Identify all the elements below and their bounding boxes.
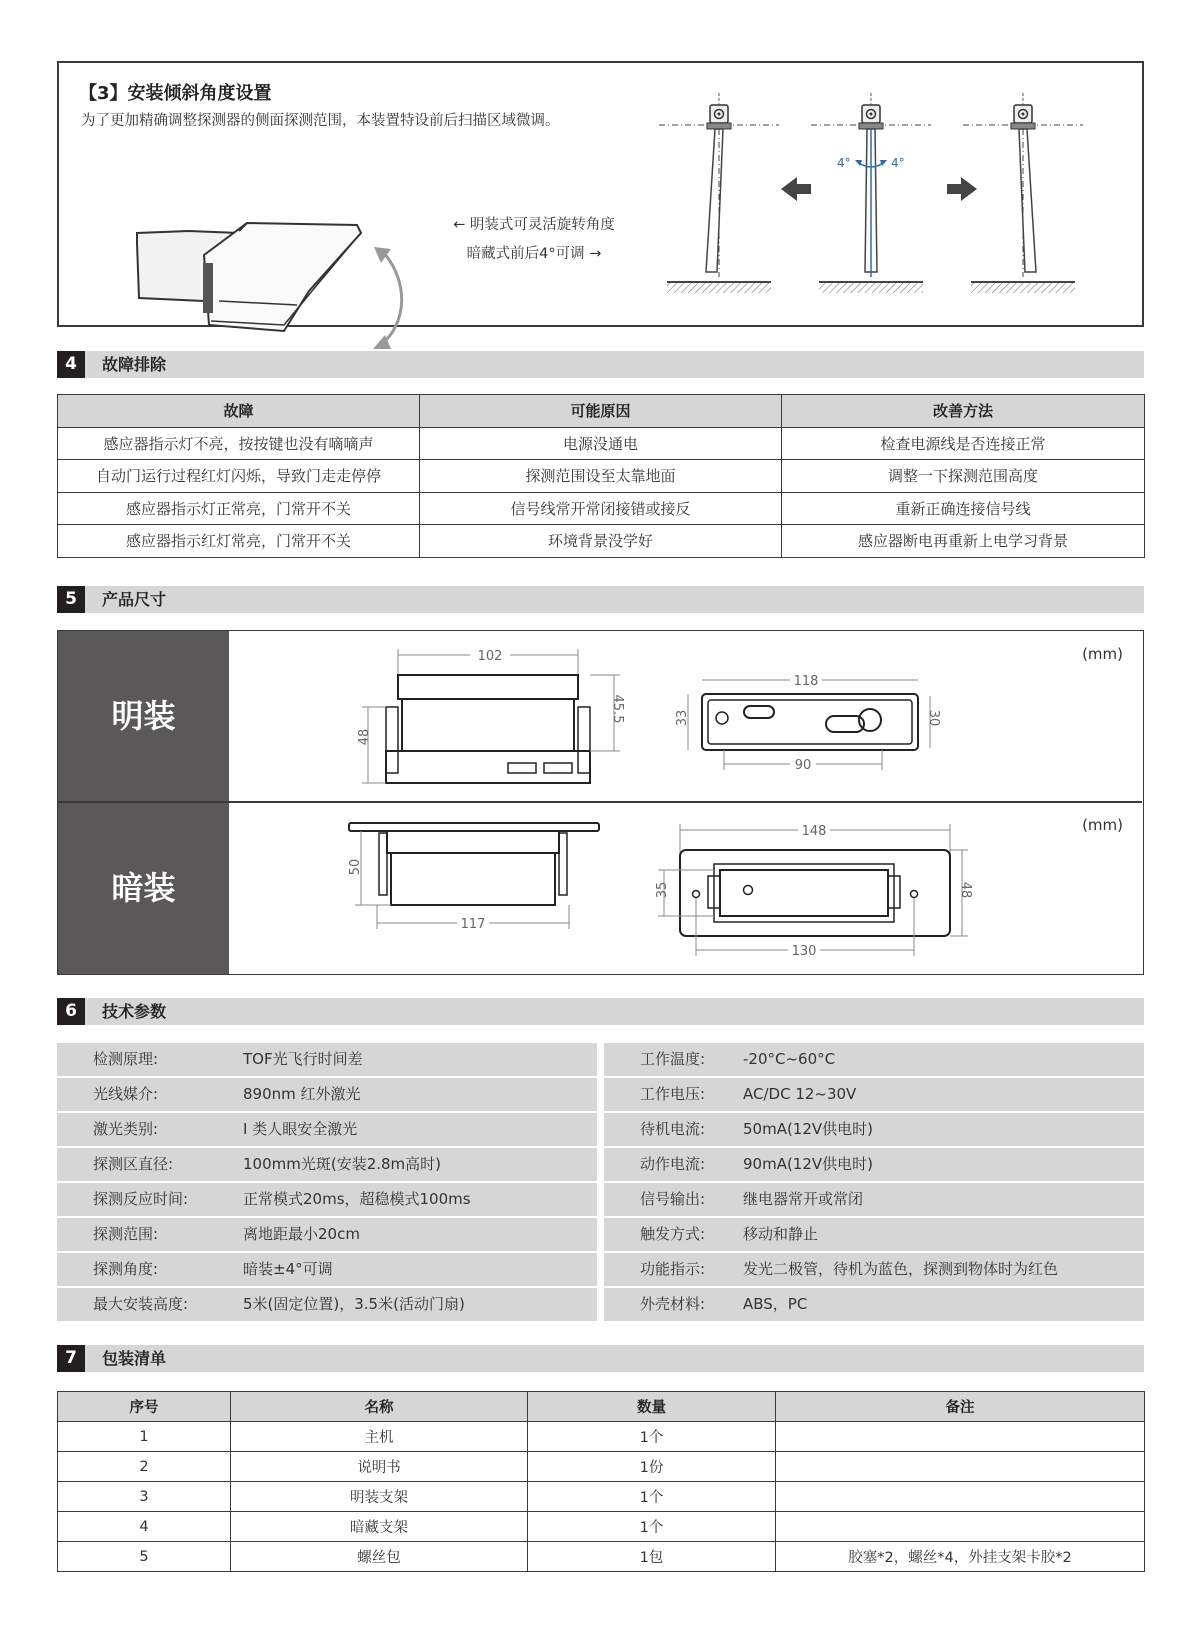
table-cell: 环境背景没学好: [420, 525, 782, 558]
spec-key: 动作电流:: [640, 1155, 706, 1173]
spec-row: [57, 1078, 597, 1111]
spec-row: [604, 1078, 1144, 1111]
table-cell: [776, 1422, 1145, 1452]
column-header: 名称: [231, 1392, 528, 1422]
table-cell: 5: [58, 1542, 231, 1572]
dim-30: 30: [926, 709, 941, 727]
spec-value: TOF光飞行时间差: [243, 1050, 363, 1068]
table-cell: 调整一下探测范围高度: [782, 460, 1145, 493]
surface-bracket-drawing: [668, 666, 948, 786]
dim-117: 117: [460, 917, 486, 932]
table-cell: 电源没通电: [420, 427, 782, 460]
tilt-note: [419, 211, 649, 269]
spec-row: [604, 1148, 1144, 1181]
spec-row: [604, 1183, 1144, 1216]
table-header-row: [58, 395, 1145, 428]
spec-key: 工作电压:: [640, 1085, 706, 1103]
table-cell: 螺丝包: [231, 1542, 528, 1572]
spec-value: AC/DC 12~30V: [743, 1085, 857, 1103]
spec-key: 探测范围:: [93, 1225, 159, 1243]
spec-value: 100mm光斑(安装2.8m高时): [243, 1155, 442, 1173]
spec-value: 移动和静止: [743, 1225, 819, 1243]
surface-mount-label: 明装: [58, 631, 229, 801]
table-cell: 检查电源线是否连接正常: [782, 427, 1145, 460]
section-number: 5: [57, 586, 85, 613]
spec-row: [57, 1113, 597, 1146]
tilt-diagram-back: [659, 93, 779, 293]
section-title: 故障排除: [102, 355, 167, 374]
arrow-right-icon: [947, 177, 977, 201]
recessed-mount-label: 暗装: [58, 803, 229, 974]
table-row: [58, 492, 1145, 525]
spec-key: 检测原理:: [93, 1050, 159, 1068]
table-cell: 感应器指示红灯常亮，门常开不关: [58, 525, 420, 558]
tilt-note-line1: ← 明装式可灵活旋转角度: [453, 217, 615, 233]
table-cell: 1包: [528, 1542, 776, 1572]
spec-value: I 类人眼安全激光: [243, 1120, 358, 1138]
dim-33: 33: [675, 709, 690, 727]
table-cell: [776, 1452, 1145, 1482]
table-cell: 自动门运行过程红灯闪烁，导致门走走停停: [58, 460, 420, 493]
spec-value: 50mA(12V供电时): [743, 1120, 874, 1138]
section-title: 产品尺寸: [102, 590, 167, 609]
table-cell: 2: [58, 1452, 231, 1482]
dim-102: 102: [477, 649, 503, 664]
dim-118: 118: [793, 674, 819, 689]
spec-value: 暗装±4°可调: [243, 1260, 333, 1278]
table-cell: 信号线常开常闭接错或接反: [420, 492, 782, 525]
spec-value: 5米(固定位置)，3.5米(活动门扇): [243, 1295, 465, 1313]
table-cell: 说明书: [231, 1452, 528, 1482]
surface-front-drawing: [358, 641, 688, 801]
table-row: [58, 1422, 1145, 1452]
troubleshooting-table: [57, 394, 1145, 558]
spec-key: 工作温度:: [640, 1050, 706, 1068]
spec-row: [57, 1148, 597, 1181]
spec-key: 待机电流:: [640, 1120, 706, 1138]
angle-left-label: 4°: [837, 156, 851, 170]
spec-value: 90mA(12V供电时): [743, 1155, 874, 1173]
spec-row: [604, 1043, 1144, 1076]
spec-key: 功能指示:: [640, 1260, 706, 1278]
spec-key: 信号输出:: [640, 1190, 706, 1208]
table-cell: 1份: [528, 1452, 776, 1482]
section-header-packing-list: [57, 1345, 1144, 1372]
spec-row: [604, 1218, 1144, 1251]
arrow-left-icon: [781, 177, 811, 201]
column-header: 故障: [58, 395, 420, 428]
table-row: [58, 1512, 1145, 1542]
table-cell: 明装支架: [231, 1482, 528, 1512]
table-cell: [776, 1512, 1145, 1542]
section-header-dimensions: [57, 586, 1144, 613]
table-cell: 1个: [528, 1422, 776, 1452]
spec-row: [604, 1253, 1144, 1286]
tilt-diagram-center: [811, 93, 931, 293]
section-number: 7: [57, 1345, 85, 1372]
spec-key: 触发方式:: [640, 1225, 706, 1243]
column-header: 数量: [528, 1392, 776, 1422]
table-cell: 感应器指示灯正常亮，门常开不关: [58, 492, 420, 525]
section-title: 包装清单: [102, 1349, 167, 1368]
table-cell: 1: [58, 1422, 231, 1452]
unit-label: (mm): [1082, 816, 1123, 834]
dim-45-5: 45.5: [610, 694, 625, 724]
table-row: [58, 525, 1145, 558]
column-header: 序号: [58, 1392, 231, 1422]
tilt-setting-section: [57, 61, 1144, 327]
column-header: 备注: [776, 1392, 1145, 1422]
spec-row: [57, 1183, 597, 1216]
table-cell: 主机: [231, 1422, 528, 1452]
spec-value: 正常模式20ms，超稳模式100ms: [243, 1190, 471, 1208]
table-cell: [776, 1482, 1145, 1512]
tilt-description: 为了更加精确调整探测器的侧面探测范围，本装置特设前后扫描区域微调。: [81, 113, 560, 129]
spec-row: [57, 1218, 597, 1251]
table-cell: 探测范围设至太靠地面: [420, 460, 782, 493]
table-row: [58, 1542, 1145, 1572]
recessed-plate-drawing: [655, 818, 973, 968]
table-header-row: [58, 1392, 1145, 1422]
table-cell: 1个: [528, 1482, 776, 1512]
spec-column-left: [57, 1043, 597, 1323]
dim-90: 90: [794, 758, 812, 773]
section-number: 6: [57, 998, 85, 1025]
spec-value: 890nm 红外激光: [243, 1085, 361, 1103]
spec-value: ABS，PC: [743, 1295, 808, 1313]
tilt-title: 【3】安装倾斜角度设置: [79, 83, 272, 104]
table-cell: 暗藏支架: [231, 1512, 528, 1542]
tilt-diagram-front: [963, 93, 1083, 293]
spec-key: 外壳材料:: [640, 1295, 706, 1313]
spec-row: [57, 1288, 597, 1321]
tilt-angle-diagrams: [659, 67, 1129, 322]
spec-value: 发光二极管，待机为蓝色，探测到物体时为红色: [743, 1260, 1059, 1278]
spec-key: 探测区直径:: [93, 1155, 174, 1173]
dim-48-plate: 48: [958, 881, 973, 899]
spec-column-right: [604, 1043, 1144, 1323]
dim-50: 50: [348, 858, 363, 876]
section-header-specifications: [57, 998, 1144, 1025]
packing-list-table: [57, 1391, 1145, 1572]
spec-key: 激光类别:: [93, 1120, 159, 1138]
spec-row: [604, 1288, 1144, 1321]
table-row: [58, 1482, 1145, 1512]
table-row: [58, 427, 1145, 460]
spec-row: [57, 1043, 597, 1076]
column-header: 改善方法: [782, 395, 1145, 428]
unit-label: (mm): [1082, 645, 1123, 663]
spec-row: [604, 1113, 1144, 1146]
spec-key: 最大安装高度:: [93, 1295, 189, 1313]
table-cell: 重新正确连接信号线: [782, 492, 1145, 525]
dim-35: 35: [655, 881, 670, 899]
dim-48: 48: [357, 728, 372, 746]
table-row: [58, 460, 1145, 493]
section-number: 4: [57, 351, 85, 378]
section-header-troubleshooting: [57, 351, 1144, 378]
column-header: 可能原因: [420, 395, 782, 428]
table-cell: 感应器指示灯不亮，按按键也没有嘀嘀声: [58, 427, 420, 460]
table-cell: 3: [58, 1482, 231, 1512]
sensor-rotation-illustration: [129, 173, 429, 333]
dim-130: 130: [791, 944, 817, 959]
section-title: 技术参数: [102, 1002, 167, 1021]
spec-value: -20°C~60°C: [743, 1050, 836, 1068]
spec-key: 光线媒介:: [93, 1085, 159, 1103]
recessed-front-drawing: [343, 821, 643, 961]
table-cell: 感应器断电再重新上电学习背景: [782, 525, 1145, 558]
table-cell: 4: [58, 1512, 231, 1542]
table-cell: 胶塞*2，螺丝*4，外挂支架卡胶*2: [776, 1542, 1145, 1572]
spec-row: [57, 1253, 597, 1286]
dimensions-panel: [57, 630, 1144, 975]
spec-key: 探测角度:: [93, 1260, 159, 1278]
dim-148: 148: [801, 824, 827, 839]
table-row: [58, 1452, 1145, 1482]
tilt-note-line2: 暗藏式前后4°可调 →: [466, 246, 602, 262]
table-cell: 1个: [528, 1512, 776, 1542]
spec-value: 离地距最小20cm: [243, 1225, 360, 1243]
angle-right-label: 4°: [891, 156, 905, 170]
spec-key: 探测反应时间:: [93, 1190, 189, 1208]
spec-value: 继电器常开或常闭: [743, 1190, 864, 1208]
